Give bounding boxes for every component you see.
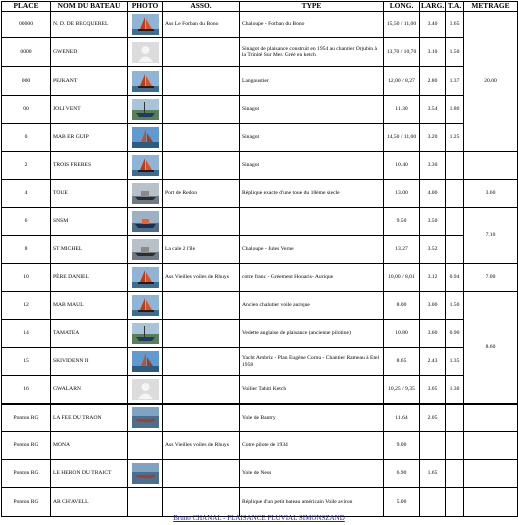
place-cell: 15 xyxy=(2,348,51,376)
asso-cell xyxy=(163,460,240,488)
type-cell: Yole de Ness xyxy=(240,460,384,488)
width-cell: 3.40 xyxy=(420,12,446,38)
draft-cell: 0.94 xyxy=(446,264,464,292)
boat-name-cell: LE HERON DU TRAICT xyxy=(51,460,128,488)
placeholder-avatar-icon xyxy=(132,42,159,63)
length-cell: 13,70 / 10,70 xyxy=(384,38,420,67)
boat-photo xyxy=(132,323,159,344)
boat-photo xyxy=(132,351,159,372)
boat-photo xyxy=(132,155,159,176)
length-cell: 10,25 / 9,35 xyxy=(384,376,420,404)
table-row xyxy=(2,488,518,517)
table-row xyxy=(2,12,518,38)
asso-cell: Ass Vieilles voiles de Rhuys xyxy=(163,432,240,460)
length-cell: 9.00 xyxy=(384,432,420,460)
photo-cell xyxy=(128,292,163,320)
photo-cell xyxy=(128,404,163,432)
boat-name-cell: GWALARN xyxy=(51,376,128,404)
draft-cell: 1.50 xyxy=(446,38,464,67)
length-cell: 13.00 xyxy=(384,180,420,208)
boat-name-cell: TAMATEA xyxy=(51,320,128,348)
width-cell: 3.30 xyxy=(420,152,446,180)
header-long: LONG. xyxy=(384,2,420,12)
place-cell: 0 xyxy=(2,124,51,152)
metrage-cell: 20.00 xyxy=(464,12,518,152)
boat-name-cell: AR CH'AVELL xyxy=(51,488,128,517)
draft-cell xyxy=(446,432,464,460)
type-cell: Yacht Ambriz - Plan Eugène Cornu - Chantier Rameau à Etel 1958 xyxy=(240,348,384,376)
draft-cell: 1.50 xyxy=(446,292,464,320)
boat-photo xyxy=(132,295,159,316)
width-cell: 2.05 xyxy=(420,404,446,432)
boat-photo xyxy=(132,267,159,288)
place-cell: 2 xyxy=(2,152,51,180)
photo-cell xyxy=(128,236,163,264)
table-row xyxy=(2,320,518,348)
width-cell: 3.54 xyxy=(420,96,446,124)
asso-cell xyxy=(163,96,240,124)
photo-cell xyxy=(128,488,163,517)
photo-cell xyxy=(128,432,163,460)
width-cell: 3.52 xyxy=(420,236,446,264)
asso-cell xyxy=(163,152,240,180)
type-cell: Voilier Tahiti Ketch xyxy=(240,376,384,404)
type-cell: Langoustier xyxy=(240,67,384,96)
photo-cell xyxy=(128,96,163,124)
asso-cell xyxy=(163,208,240,236)
boat-photo xyxy=(132,183,159,204)
draft-cell: 1.37 xyxy=(446,67,464,96)
photo-cell xyxy=(128,208,163,236)
boat-name-cell: SNSM xyxy=(51,208,128,236)
length-cell: 11.64 xyxy=(384,404,420,432)
header-row xyxy=(2,2,518,12)
asso-cell xyxy=(163,348,240,376)
photo-cell xyxy=(128,180,163,208)
length-cell: 8.00 xyxy=(384,292,420,320)
boat-photo xyxy=(132,71,159,92)
width-cell: 4.00 xyxy=(420,180,446,208)
place-cell: Ponton RG xyxy=(2,404,51,432)
boat-name-cell: TOUE xyxy=(51,180,128,208)
width-cell xyxy=(420,488,446,517)
place-cell: Ponton RG xyxy=(2,432,51,460)
photo-cell xyxy=(128,264,163,292)
boat-photo xyxy=(132,14,159,35)
place-cell: 000 xyxy=(2,67,51,96)
boat-name-cell: MAB ER GUIP xyxy=(51,124,128,152)
table-row xyxy=(2,208,518,236)
length-cell: 10.80 xyxy=(384,320,420,348)
length-cell: 15,50 / 11,00 xyxy=(384,12,420,38)
width-cell: 1.65 xyxy=(420,460,446,488)
draft-cell xyxy=(446,236,464,264)
asso-cell xyxy=(163,320,240,348)
draft-cell: 1.80 xyxy=(446,96,464,124)
table-row xyxy=(2,67,518,96)
header-photo: PHOTO xyxy=(128,2,163,12)
place-cell: 8 xyxy=(2,236,51,264)
width-cell: 3.20 xyxy=(420,124,446,152)
boat-photo xyxy=(132,407,159,428)
table-row xyxy=(2,348,518,376)
length-cell: 5.00 xyxy=(384,488,420,517)
place-cell: Ponton RG xyxy=(2,488,51,517)
metrage-cell xyxy=(464,488,518,517)
type-cell: cotre franc - Gréement Houaris- Aurique xyxy=(240,264,384,292)
width-cell xyxy=(420,432,446,460)
table-row xyxy=(2,96,518,124)
type-cell: Sinagot de plaisance construit en 1954 au chantier Orjubin à la Trinité Sur Mer. Gréé en ketch xyxy=(240,38,384,67)
type-cell: Sinagot xyxy=(240,96,384,124)
metrage-cell: 7.00 xyxy=(464,264,518,292)
width-cell: 3.12 xyxy=(420,264,446,292)
place-cell: 12 xyxy=(2,292,51,320)
header-asso: ASSO. xyxy=(163,2,240,12)
placeholder-avatar-icon xyxy=(132,379,159,400)
asso-cell xyxy=(163,38,240,67)
asso-cell xyxy=(163,404,240,432)
width-cell: 3.60 xyxy=(420,320,446,348)
boat-photo xyxy=(132,239,159,260)
boat-photo xyxy=(132,99,159,120)
place-cell: Ponton RG xyxy=(2,460,51,488)
metrage-cell xyxy=(464,404,518,432)
type-cell: Ancien chalutier voile aurique xyxy=(240,292,384,320)
header-larg: LARG. xyxy=(421,1,445,11)
table-row xyxy=(2,292,518,320)
asso-cell xyxy=(163,488,240,517)
length-cell: 13.27 xyxy=(384,236,420,264)
asso-cell xyxy=(163,376,240,404)
draft-cell: 1.30 xyxy=(446,376,464,404)
header-nom: NOM DU BATEAU xyxy=(51,2,128,12)
boat-name-cell: ST MICHEL xyxy=(51,236,128,264)
footer-link[interactable]: Bruno CHANAL - PLAISANCE FLUVIAL SIMONSZAND xyxy=(173,514,345,522)
type-cell: Cotre pilote de 1934 xyxy=(240,432,384,460)
length-cell: 14,50 / 11,00 xyxy=(384,124,420,152)
draft-cell xyxy=(446,180,464,208)
table-row xyxy=(2,460,518,488)
boat-name-cell: LA FEE DU TRAON xyxy=(51,404,128,432)
place-cell: 4 xyxy=(2,180,51,208)
boat-photo xyxy=(132,127,159,148)
table-row xyxy=(2,236,518,264)
asso-cell xyxy=(163,124,240,152)
type-cell: Chaloupe - Forban du Bono xyxy=(240,12,384,38)
asso-cell: Port de Redon xyxy=(163,180,240,208)
width-cell: 3.00 xyxy=(420,292,446,320)
metrage-cell xyxy=(464,460,518,488)
table-row xyxy=(2,38,518,67)
header-type: TYPE xyxy=(240,2,384,12)
asso-cell xyxy=(163,292,240,320)
place-cell: 0000 xyxy=(2,38,51,67)
photo-cell xyxy=(128,348,163,376)
boat-photo xyxy=(132,463,159,484)
boat-name-cell: JOLI VENT xyxy=(51,96,128,124)
length-cell: 6.90 xyxy=(384,460,420,488)
place-cell: 00 xyxy=(2,96,51,124)
photo-cell xyxy=(128,152,163,180)
table-row xyxy=(2,264,518,292)
boat-name-cell: MONA xyxy=(51,432,128,460)
photo-cell xyxy=(128,12,163,38)
length-cell: 10,00 / 8,01 xyxy=(384,264,420,292)
photo-cell xyxy=(128,320,163,348)
draft-cell xyxy=(446,208,464,236)
metrage-cell: 7.10 xyxy=(464,208,518,264)
width-cell: 2.80 xyxy=(420,67,446,96)
length-cell: 10.40 xyxy=(384,152,420,180)
photo-cell xyxy=(128,124,163,152)
table-row xyxy=(2,152,518,180)
length-cell: 12,00 / 8,27 xyxy=(384,67,420,96)
header-place: PLACE xyxy=(2,2,51,12)
type-cell: Yole de Bantry xyxy=(240,404,384,432)
type-cell: Vedette anglaise de plaisance (ancienne pilotine) xyxy=(240,320,384,348)
type-cell: Réplique d'un petit bateau américain Voile aviron xyxy=(240,488,384,517)
type-cell: Chaloupe - Jules Verne xyxy=(240,236,384,264)
type-cell: Sinagot xyxy=(240,152,384,180)
place-cell: 10 xyxy=(2,264,51,292)
boat-name-cell: GWENED xyxy=(51,38,128,67)
place-cell: 14 xyxy=(2,320,51,348)
table-row xyxy=(2,376,518,404)
table-row xyxy=(2,180,518,208)
draft-cell: 1.35 xyxy=(446,348,464,376)
type-cell xyxy=(240,208,384,236)
length-cell: 11.30 xyxy=(384,96,420,124)
boat-name-cell: PÈRE DANIEL xyxy=(51,264,128,292)
boat-photo xyxy=(132,211,159,232)
boat-name-cell: N. D. DE BECQUEREL xyxy=(51,12,128,38)
place-cell: 6 xyxy=(2,208,51,236)
draft-cell: 1.25 xyxy=(446,124,464,152)
asso-cell: La cale 2 l'île xyxy=(163,236,240,264)
boat-table xyxy=(1,1,518,517)
header-metrage: METRAGE xyxy=(464,2,518,12)
place-cell: 16 xyxy=(2,376,51,404)
asso-cell xyxy=(163,67,240,96)
draft-cell xyxy=(446,152,464,180)
draft-cell xyxy=(446,460,464,488)
length-cell: 8.65 xyxy=(384,348,420,376)
boat-name-cell: SKIVIDENN II xyxy=(51,348,128,376)
asso-cell: Ass Le Forban du Bono xyxy=(163,12,240,38)
draft-cell xyxy=(446,488,464,517)
width-cell: 3.05 xyxy=(420,376,446,404)
draft-cell: 1.65 xyxy=(446,12,464,38)
metrage-cell: 3.60 xyxy=(464,180,518,208)
asso-cell: Ass Vieilles voiles de Rhuys xyxy=(163,264,240,292)
width-cell: 2.43 xyxy=(420,348,446,376)
metrage-cell xyxy=(464,152,518,180)
length-cell: 9.50 xyxy=(384,208,420,236)
width-cell: 3.50 xyxy=(420,208,446,236)
table-row xyxy=(2,124,518,152)
width-cell: 3.10 xyxy=(420,38,446,67)
type-cell: Sinagot xyxy=(240,124,384,152)
photo-cell xyxy=(128,460,163,488)
draft-cell xyxy=(446,404,464,432)
metrage-cell: 8.60 xyxy=(464,292,518,404)
table-row xyxy=(2,432,518,460)
draft-cell: 0.90 xyxy=(446,320,464,348)
photo-cell xyxy=(128,38,163,67)
header-ta: T.A. xyxy=(446,2,464,12)
photo-cell xyxy=(128,67,163,96)
metrage-cell xyxy=(464,432,518,460)
table-row xyxy=(2,404,518,432)
photo-cell xyxy=(128,376,163,404)
type-cell: Réplique exacte d'une toue du 18ème siecle xyxy=(240,180,384,208)
place-cell: 00000 xyxy=(2,12,51,38)
boat-name-cell: TROIS FRERES xyxy=(51,152,128,180)
boat-name-cell: MAB MAUL xyxy=(51,292,128,320)
boat-name-cell: PEJKANT xyxy=(51,67,128,96)
